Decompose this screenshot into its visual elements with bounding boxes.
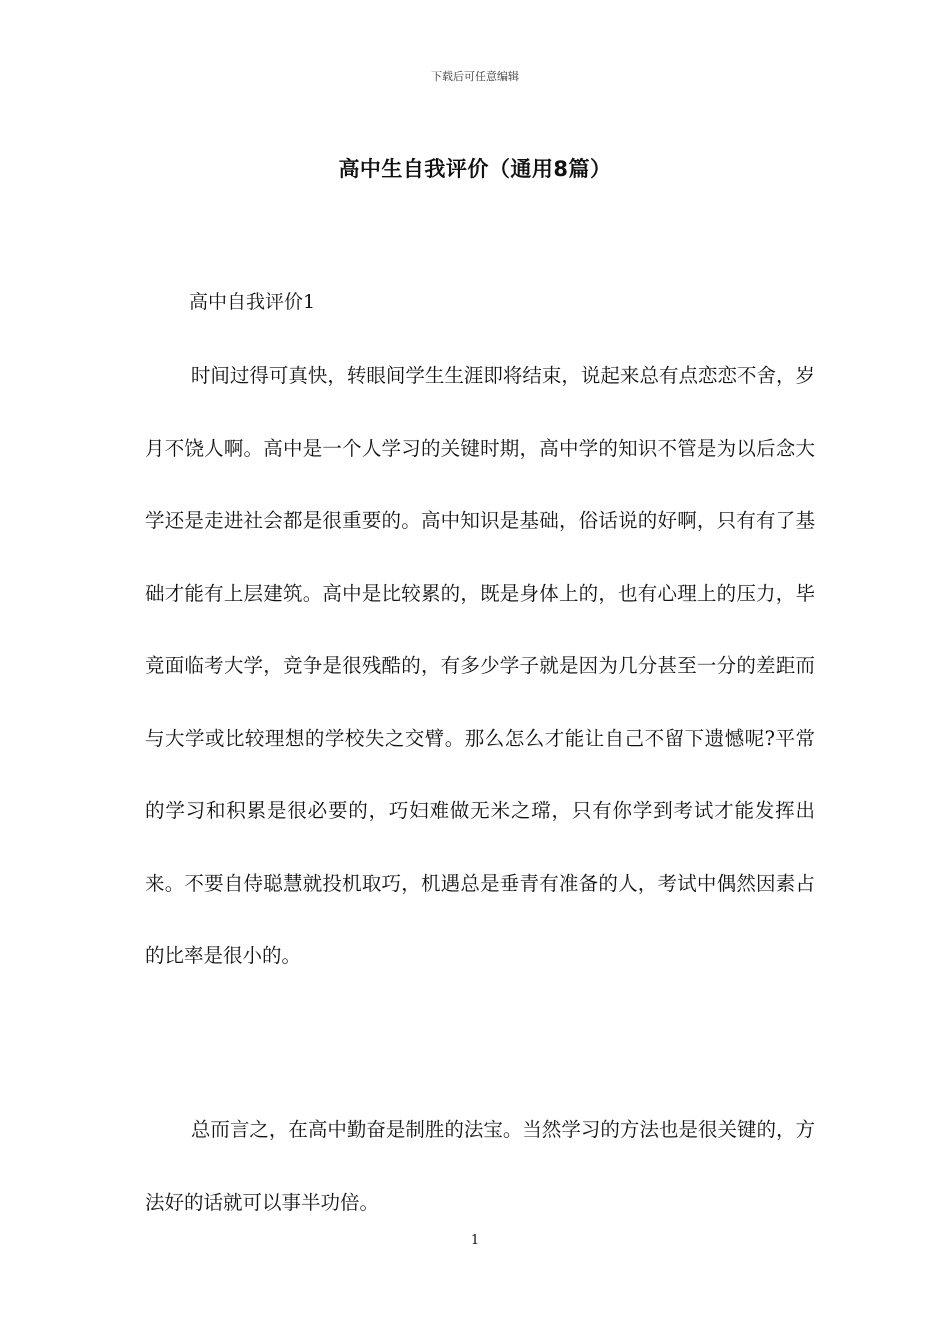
body-paragraph-container bbox=[145, 1094, 815, 1239]
body-paragraph: 总而言之，在高中勤奋是制胜的法宝。当然学习的方法也是很关键的，方法好的话就可以事半功倍。 bbox=[145, 1118, 815, 1214]
body-paragraph-container bbox=[145, 340, 815, 993]
body-paragraph: 时间过得可真快，转眼间学生生涯即将结束，说起来总有点恋恋不舍，岁月不饶人啊。高中是一个人学习的关键时期，高中学的知识不管是为以后念大学还是走进社会都是很重要的。高中知识是基础，俗话说的好啊，只有有了基础才能有上层建筑。高中是比较累的，既是身体上的，也有心理上的压力，毕竟面临考大学，竞争是很残酷的，有多少学子就是因为几分甚至一分的差距而与大学或比较理想的学校失之交臂。那么怎么才能让自己不留下遗憾呢?平常的学习和积累是很必要的，巧妇难做无米之瑺，只有你学到考试才能发挥出来。不要自侍聪慧就投机取巧，机遇总是垂青有准备的人，考试中偶然因素占的比率是很小的。 bbox=[145, 364, 815, 967]
section-heading: 高中自我评价1 bbox=[189, 291, 316, 313]
document-title: 高中生自我评价（通用8篇） bbox=[338, 157, 612, 181]
header-note: 下载后可任意编辑 bbox=[431, 70, 519, 83]
page-number: 1 bbox=[470, 1233, 480, 1248]
